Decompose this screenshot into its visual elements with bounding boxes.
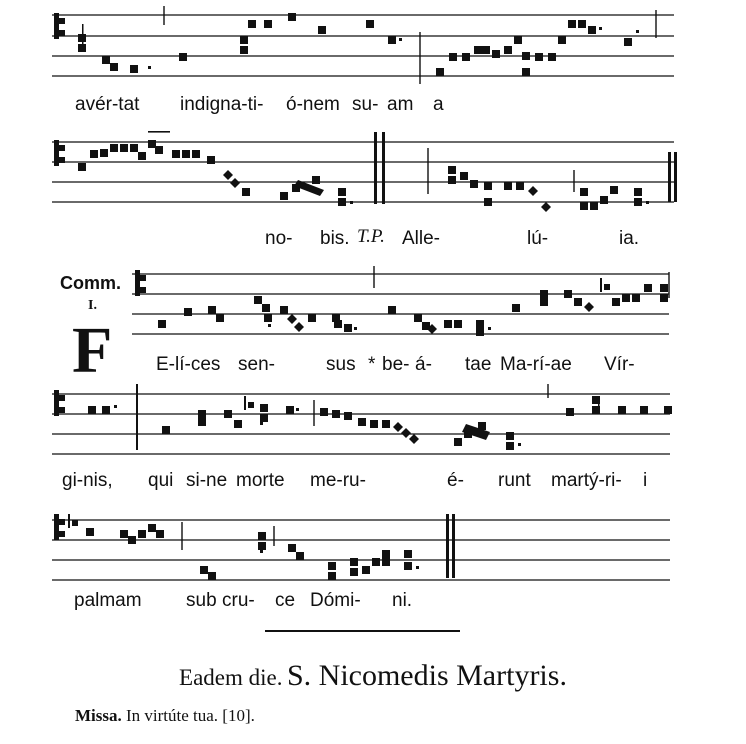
line-3-syllable: be- (382, 354, 410, 375)
chant-staff-5 (52, 510, 682, 600)
communion-mode: I. (88, 298, 97, 313)
staff-5-svg (52, 510, 682, 600)
line-3-syllable: sus (326, 354, 356, 375)
line-4-syllable: me-ru- (310, 470, 366, 491)
line-2-syllable: lú- (527, 228, 549, 249)
drop-initial: F (72, 314, 113, 387)
line-3-syllable: E-lí-ces (156, 354, 221, 375)
line-4-syllable: runt (498, 470, 531, 491)
line-1-syllable: a (433, 94, 444, 115)
line-4-syllable: morte (236, 470, 285, 491)
line-4-syllable: qui (148, 470, 174, 491)
line-4-syllable: gi-nis, (62, 470, 113, 491)
line-1-syllable: indigna-ti- (180, 94, 264, 115)
staff-4-svg (52, 384, 682, 474)
chant-staff-1 (52, 0, 682, 90)
chant-staff-3 (132, 262, 677, 352)
line-2-syllable: bis. (320, 228, 350, 249)
chant-staff-4 (52, 384, 682, 474)
line-5-syllable: Dómi- (310, 590, 361, 611)
chant-staff-2 (52, 130, 682, 220)
feast-title: S. Nicomedis Martyris. (286, 659, 567, 692)
feast-heading (0, 659, 746, 693)
line-2-syllable: T.P. (357, 226, 385, 247)
feast-prefix: Eadem die. (179, 665, 283, 690)
line-3-syllable: Vír- (604, 354, 635, 375)
line-3-syllable: tae (465, 354, 492, 375)
line-4-syllable: martý-ri- (551, 470, 622, 491)
line-4-syllable: si-ne (186, 470, 228, 491)
line-3-syllable: sen- (238, 354, 275, 375)
line-4-syllable: i (643, 470, 648, 491)
staff-1-svg (52, 0, 682, 90)
do-clef (54, 13, 59, 39)
line-5-syllable: ce (275, 590, 296, 611)
line-3-syllable: * (368, 354, 376, 375)
line-5-syllable: palmam (74, 590, 142, 611)
line-5-syllable: cru- (222, 590, 255, 611)
line-3-syllable: Ma-rí-ae (500, 354, 572, 375)
missa-line (75, 706, 255, 726)
line-2-syllable: Alle- (402, 228, 441, 249)
line-1-syllable: su- (352, 94, 379, 115)
line-2-syllable: no- (265, 228, 293, 249)
line-5-syllable: sub (186, 590, 217, 611)
line-5-syllable: ni. (392, 590, 413, 611)
staff-2-svg (52, 130, 682, 220)
missa-text: In virtúte tua. [10]. (126, 706, 255, 725)
line-1-syllable: ó-nem (286, 94, 340, 115)
missa-label: Missa. (75, 706, 122, 725)
section-divider (265, 630, 460, 632)
staff-3-svg (132, 262, 677, 352)
line-2-syllable: ia. (619, 228, 640, 249)
communion-label: Comm. (60, 273, 122, 293)
line-3-syllable: á- (415, 354, 432, 375)
line-4-syllable: é- (447, 470, 464, 491)
line-1-syllable: avér-tat (75, 94, 140, 115)
line-1-syllable: am (387, 94, 414, 115)
